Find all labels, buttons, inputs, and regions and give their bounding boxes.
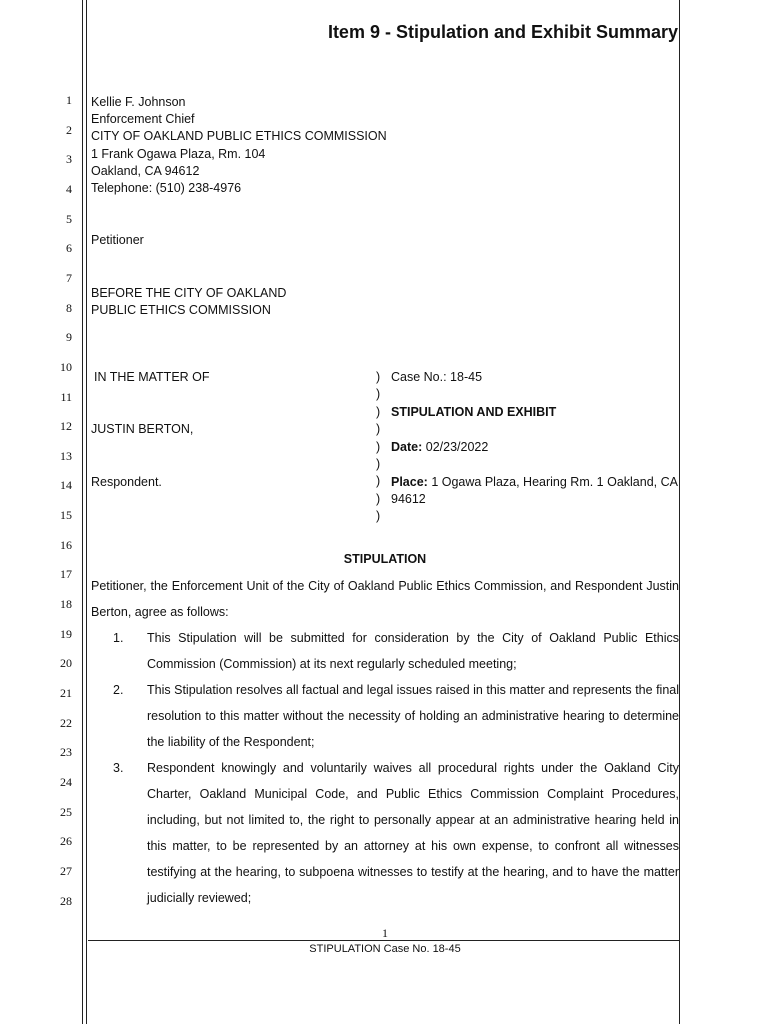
- caption-paren: ): [376, 439, 381, 454]
- line-number: 16: [60, 538, 72, 552]
- document-header-title: Item 9 - Stipulation and Exhibit Summary: [327, 22, 678, 42]
- line-number: 23: [60, 745, 72, 759]
- caption-matter: IN THE MATTER OF: [94, 370, 210, 384]
- list-item: [91, 755, 679, 911]
- line-number: 4: [66, 182, 72, 196]
- intro-paragraph: Petitioner, the Enforcement Unit of the City of Oakland Public Ethics Commission, and Respondent Justin Berton, agree as follows:: [91, 579, 679, 619]
- left-margin-rule-outer: [82, 0, 83, 1024]
- line-number: 5: [66, 212, 72, 226]
- list-item-number: 2.: [113, 683, 124, 697]
- date-value: 02/23/2022: [425, 440, 489, 454]
- footer-rule: [88, 940, 679, 941]
- line-number: 1: [66, 93, 72, 107]
- caption-respondent-label: Respondent.: [91, 475, 162, 489]
- line-number: 22: [60, 716, 72, 730]
- left-margin-rule-inner: [86, 0, 87, 1024]
- petitioner-address-1: 1 Frank Ogawa Plaza, Rm. 104: [91, 147, 266, 161]
- right-margin-rule: [679, 0, 680, 1024]
- line-number: 17: [60, 567, 72, 581]
- caption-parentheses: [376, 369, 386, 526]
- line-number: 10: [60, 360, 72, 374]
- caption-paren: ): [376, 370, 381, 384]
- place-label: Place:: [391, 475, 428, 489]
- list-item-text: This Stipulation will be submitted for consideration by the City of Oakland Public Ethics Commission (Commission) at its next regularly scheduled meeting;: [147, 631, 679, 671]
- list-item-text: Respondent knowingly and voluntarily waives all procedural rights under the Oakland City Charter, Oakland Municipal Code, and Public Ethics Commission Complaint Procedures, including, but not limited to, the right to personally appear at an administrative hearing held in this matter, to be represented by an attorney at his own expense, to confront all witnesses testifying at the hearing, to subpoena witnesses to testify at the hearing, and to have the matter judicially reviewed;: [147, 761, 679, 905]
- page-number: 1: [382, 926, 388, 940]
- line-number: 3: [66, 152, 72, 166]
- place-value: 1 Ogawa Plaza, Hearing Rm. 1 Oakland, CA: [431, 475, 678, 489]
- line-number: 7: [66, 271, 72, 285]
- list-item-text: This Stipulation resolves all factual and legal issues raised in this matter and represents the final resolution to this matter without the necessity of holding an administrative hearing to determine the liability of the Respondent;: [147, 683, 679, 749]
- list-item-number: 3.: [113, 761, 124, 775]
- petitioner-title: Enforcement Chief: [91, 112, 195, 126]
- caption-paren: ): [376, 474, 381, 489]
- line-number: 9: [66, 330, 72, 344]
- line-number: 14: [60, 478, 72, 492]
- line-number: 25: [60, 805, 72, 819]
- tribunal-line-2: PUBLIC ETHICS COMMISSION: [91, 303, 271, 317]
- petitioner-phone: Telephone: (510) 238-4976: [91, 181, 242, 195]
- petitioner-role: Petitioner: [91, 233, 144, 247]
- petitioner-org: CITY OF OAKLAND PUBLIC ETHICS COMMISSION: [91, 129, 387, 143]
- line-number: 11: [60, 390, 72, 404]
- caption-paren: ): [376, 509, 381, 524]
- line-number: 28: [60, 894, 72, 908]
- caption-paren: ): [376, 387, 381, 402]
- list-item-number: 1.: [113, 631, 124, 645]
- line-number: 24: [60, 775, 72, 789]
- footer-caption-text: STIPULATION Case No. 18-45: [309, 943, 461, 955]
- hearing-place: [391, 474, 678, 491]
- document-title: STIPULATION AND EXHIBIT: [391, 405, 557, 419]
- caption-paren: ): [376, 422, 381, 437]
- line-number: 2: [66, 123, 72, 137]
- line-number: 15: [60, 508, 72, 522]
- line-number: 27: [60, 864, 72, 878]
- case-number: Case No.: 18-45: [391, 370, 483, 384]
- line-number: 26: [60, 834, 72, 848]
- stipulation-heading: STIPULATION: [343, 552, 427, 566]
- caption-paren: ): [376, 404, 381, 419]
- list-item: [91, 677, 679, 755]
- line-number: 13: [60, 449, 72, 463]
- tribunal-line-1: BEFORE THE CITY OF OAKLAND: [91, 286, 287, 300]
- hearing-date: [391, 439, 488, 456]
- petitioner-name: Kellie F. Johnson: [91, 95, 186, 109]
- line-number: 20: [60, 656, 72, 670]
- line-number: 18: [60, 597, 72, 611]
- line-number: 19: [60, 627, 72, 641]
- place-zip: 94612: [391, 492, 426, 506]
- list-item: [91, 625, 679, 677]
- line-number: 12: [60, 419, 72, 433]
- petitioner-address-2: Oakland, CA 94612: [91, 164, 200, 178]
- line-number: 21: [60, 686, 72, 700]
- line-number: 6: [66, 241, 72, 255]
- caption-respondent-name: JUSTIN BERTON,: [91, 422, 194, 436]
- caption-paren: ): [376, 491, 381, 506]
- footer-caption: [0, 943, 770, 955]
- line-number: 8: [66, 301, 72, 315]
- date-label: Date:: [391, 440, 423, 454]
- caption-paren: ): [376, 456, 381, 471]
